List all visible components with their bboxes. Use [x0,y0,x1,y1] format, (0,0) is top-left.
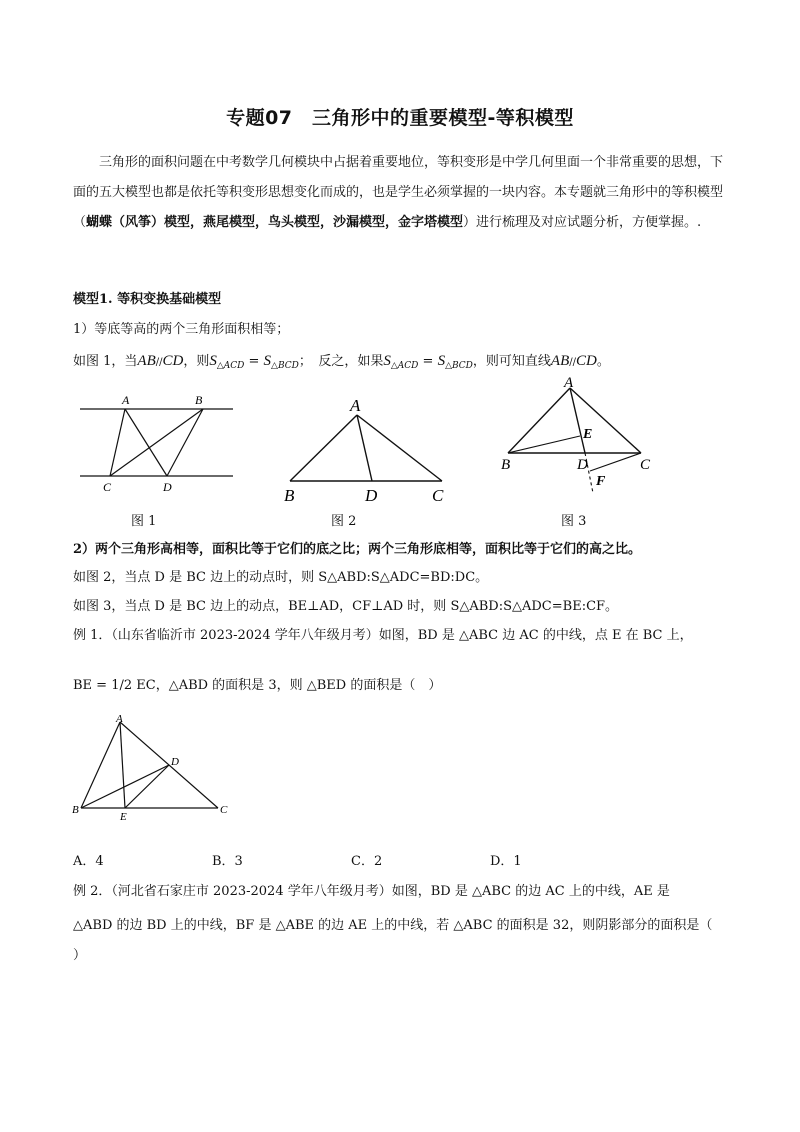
example2-line1: 例 2．（河北省石家庄市 2023-2024 学年八年级月考）如图，BD 是 △ABC 的边 AC 上的中线，AE 是 [73,884,670,899]
fig1-statement [73,350,610,371]
stmt-ab: AB [137,353,156,369]
caption-fig3: 图 3 [561,514,587,529]
stmt-s2: S [263,353,272,369]
ex1-label-d: D [171,756,179,768]
fig3-label-a: A [564,375,574,391]
example1-line2: BE = 1/2 EC，△ABD 的面积是 3，则 △BED 的面积是（ ） [73,678,442,693]
model1-point2: 2）两个三角形高相等，面积比等于它们的底之比；两个三角形底相等，面积比等于它们的高之比。 [73,542,642,557]
example1-option-c: C．2 [351,854,383,869]
caption-fig2: 图 2 [331,514,357,529]
fig1-label-a: A [122,393,130,407]
fig2-label-d: D [365,486,378,505]
example1-option-a: A．4 [73,854,104,869]
fig3-label-d: D [577,457,588,473]
stmt-eq: = [244,354,264,369]
ex1-label-e: E [120,811,127,823]
example2-line3: ） [73,948,87,963]
example1-option-d: D．1 [490,854,522,869]
example1-figure [70,712,240,824]
figure-3 [498,375,660,500]
ex1-label-a: A [116,713,123,725]
fig3-label-f: F [596,474,606,489]
intro-paragraph [73,148,731,238]
intro-text-1: 三角形的面积问题在中考数学几何模块中占据着重要地位，等积变形是中学几何里面一个非常重要的思想，下面的五大模型也都是依托等积变形思想变化而成的，也是学生必须掌握的一块内容。本专题就三角形中的等积模型（ [73,155,724,230]
stmt-part-c: ； 反之，如果 [298,354,384,369]
fig1-label-c: C [103,480,112,494]
fig1-label-b: B [195,393,203,407]
ex1-label-b: B [72,804,79,816]
stmt-cd2: CD [575,353,597,369]
fig3-label-c: C [640,457,651,473]
example1-line1: 例 1．（山东省临沂市 2023-2024 学年八年级月考）如图，BD 是 △ABC 边 AC 的中线，点 E 在 BC 上， [73,628,693,643]
stmt-part-a: 如图 1，当 [73,354,138,369]
fig3-label-b: B [501,457,511,473]
stmt-s2b-sub: △BCD [445,361,473,371]
fig2-label-a: A [350,396,361,415]
intro-text-2: ）进行梳理及对应试题分析，方便掌握。. [463,215,702,230]
page-title: 专题07 三角形中的重要模型-等积模型 [226,107,574,129]
example1-option-b: B．3 [212,854,243,869]
figure-2 [282,395,452,507]
stmt-s1-sub: △ACD [216,361,245,371]
ex1-label-c: C [220,804,228,816]
fig1-label-d: D [163,480,172,494]
model1-point1: 1）等底等高的两个三角形面积相等； [73,322,290,337]
example2-line2: △ABD 的边 BD 上的中线，BF 是 △ABE 的边 AE 上的中线，若 △ABC 的面积是 32，则阴影部分的面积是（ [73,918,713,933]
stmt-s2-sub: △BCD [271,361,299,371]
fig2-label-c: C [432,486,444,505]
stmt-s2b: S [437,353,446,369]
stmt-ab2: AB [550,353,570,369]
intro-models-bold: 蝴蝶（风筝）模型，燕尾模型，鸟头模型，沙漏模型，金字塔模型 [86,215,464,230]
fig3-description: 如图 3，当点 D 是 BC 边上的动点，BE⊥AD，CF⊥AD 时，则 S△ABD:S△ADC=BE:CF。 [73,599,619,614]
fig3-label-e: E [583,427,593,442]
stmt-s1: S [209,353,217,369]
stmt-end: 。 [596,354,610,369]
stmt-cd: CD [162,353,184,369]
stmt-part-b: ，则 [183,354,210,369]
fig2-label-b: B [284,486,295,505]
stmt-eq2: = [418,354,438,369]
stmt-parallel: // [155,357,163,368]
fig2-description: 如图 2，当点 D 是 BC 边上的动点时，则 S△ABD:S△ADC=BD:DC。 [73,570,489,585]
figure-1 [75,390,240,500]
stmt-part-d: ，则可知直线 [472,354,551,369]
stmt-parallel2: // [569,357,576,368]
stmt-s1b: S [383,353,391,369]
stmt-s1b-sub: △ACD [390,361,419,371]
caption-fig1: 图 1 [131,514,157,529]
model1-heading: 模型1. 等积变换基础模型 [73,292,222,307]
